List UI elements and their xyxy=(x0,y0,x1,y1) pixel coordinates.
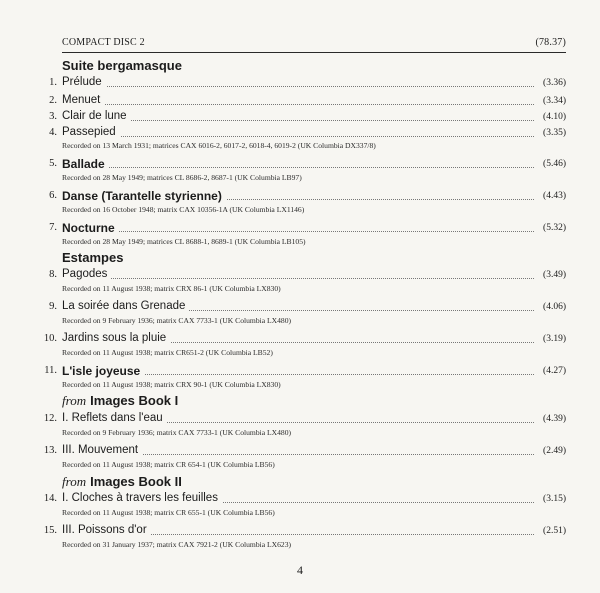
track-duration: (3.35) xyxy=(539,128,566,138)
recording-note: Recorded on 11 August 1938; matrix CRX 90-1 (UK Columbia LX830) xyxy=(62,380,281,389)
track-number: 1. xyxy=(49,77,57,88)
page-header xyxy=(62,33,566,51)
track-duration: (3.36) xyxy=(539,78,566,88)
track-title: I. Cloches à travers les feuilles xyxy=(62,492,222,504)
track-number: 15. xyxy=(43,525,57,536)
track-number: 14. xyxy=(43,493,57,504)
track-number: 7. xyxy=(49,222,57,233)
recording-note: Recorded on 9 February 1936; matrix CAX 7733-1 (UK Columbia LX480) xyxy=(62,428,292,437)
page-number: 4 xyxy=(297,563,303,577)
track-duration: (5.32) xyxy=(539,223,566,233)
track-row xyxy=(0,126,600,140)
track-number: 11. xyxy=(44,365,57,376)
track-duration: (5.46) xyxy=(539,159,566,169)
track-number: 13. xyxy=(43,445,57,456)
track-row xyxy=(0,221,600,235)
section-title-estampes: Estampes xyxy=(62,250,124,265)
section-title-images-book-1: from Images Book I xyxy=(62,393,179,408)
track-row xyxy=(0,524,600,538)
track-title: La soirée dans Grenade xyxy=(62,300,189,312)
track-row xyxy=(0,268,600,282)
recording-note: Recorded on 28 May 1949; matrices CL 8688-1, 8689-1 (UK Columbia LB105) xyxy=(62,237,306,246)
recording-note: Recorded on 16 October 1948; matrix CAX 10356-1A (UK Columbia LX1146) xyxy=(62,205,305,214)
track-title: Menuet xyxy=(62,94,104,106)
leader-dots xyxy=(64,104,534,105)
recording-note: Recorded on 31 January 1937; matrix CAX 7921-2 (UK Columbia LX623) xyxy=(62,540,292,549)
leader-dots xyxy=(64,86,534,87)
track-number: 5. xyxy=(49,158,57,169)
track-duration: (4.43) xyxy=(539,191,566,201)
track-number: 8. xyxy=(49,269,57,280)
track-row xyxy=(0,364,600,378)
track-duration: (2.51) xyxy=(539,526,566,536)
track-row xyxy=(0,444,600,458)
track-number: 12. xyxy=(43,413,57,424)
total-time: (78.37) xyxy=(535,37,566,48)
recording-note: Recorded on 11 August 1938; matrix CRX 86-1 (UK Columbia LX830) xyxy=(62,284,281,293)
section-title-suite-bergamasque: Suite bergamasque xyxy=(62,58,182,73)
track-row xyxy=(0,412,600,426)
track-duration: (4.27) xyxy=(539,366,566,376)
recording-note: Recorded on 11 August 1938; matrix CR651-2 (UK Columbia LB52) xyxy=(62,348,273,357)
track-title: Clair de lune xyxy=(62,110,131,122)
recording-note: Recorded on 9 February 1936; matrix CAX 7733-1 (UK Columbia LX480) xyxy=(62,316,292,325)
track-title: I. Reflets dans l'eau xyxy=(62,412,167,424)
recording-note: Recorded on 28 May 1949; matrices CL 8686-2, 8687-1 (UK Columbia LB97) xyxy=(62,173,302,182)
track-number: 6. xyxy=(49,190,57,201)
track-duration: (3.34) xyxy=(539,96,566,106)
leader-dots xyxy=(64,231,534,232)
track-number: 9. xyxy=(49,301,57,312)
track-duration: (4.39) xyxy=(539,414,566,424)
track-row xyxy=(0,300,600,314)
leader-dots xyxy=(64,136,534,137)
track-number: 3. xyxy=(49,111,57,122)
track-title: Passepied xyxy=(62,126,120,138)
track-title: Ballade xyxy=(62,157,109,171)
track-title: Prélude xyxy=(62,76,106,88)
leader-dots xyxy=(64,278,534,279)
track-duration: (3.49) xyxy=(539,270,566,280)
track-row xyxy=(0,189,600,203)
track-number: 2. xyxy=(49,95,57,106)
track-title: Danse (Tarantelle styrienne) xyxy=(62,189,226,203)
section-title-images-book-2: from Images Book II xyxy=(62,474,182,489)
track-title: Nocturne xyxy=(62,221,119,235)
track-duration: (3.19) xyxy=(539,334,566,344)
leader-dots xyxy=(64,167,534,168)
track-duration: (3.15) xyxy=(539,494,566,504)
disc-label: COMPACT DISC 2 xyxy=(62,37,145,48)
header-rule xyxy=(62,52,566,53)
track-row xyxy=(0,94,600,108)
track-row xyxy=(0,332,600,346)
recording-note: Recorded on 11 August 1938; matrix CR 655-1 (UK Columbia LB56) xyxy=(62,508,275,517)
track-title: III. Poissons d'or xyxy=(62,524,151,536)
leader-dots xyxy=(64,120,534,121)
recording-note: Recorded on 11 August 1938; matrix CR 654-1 (UK Columbia LB56) xyxy=(62,460,275,469)
track-row xyxy=(0,76,600,90)
track-duration: (4.10) xyxy=(539,112,566,122)
track-number: 4. xyxy=(49,127,57,138)
track-title: III. Mouvement xyxy=(62,444,142,456)
track-title: L'isle joyeuse xyxy=(62,364,144,378)
track-number: 10. xyxy=(43,333,57,344)
track-row xyxy=(0,492,600,506)
track-duration: (2.49) xyxy=(539,446,566,456)
track-title: Jardins sous la pluie xyxy=(62,332,170,344)
track-row xyxy=(0,110,600,124)
track-row xyxy=(0,157,600,171)
track-title: Pagodes xyxy=(62,268,111,280)
track-duration: (4.06) xyxy=(539,302,566,312)
recording-note: Recorded on 13 March 1931; matrices CAX 6016-2, 6017-2, 6018-4, 6019-2 (UK Columbia DX337/8) xyxy=(62,141,376,150)
